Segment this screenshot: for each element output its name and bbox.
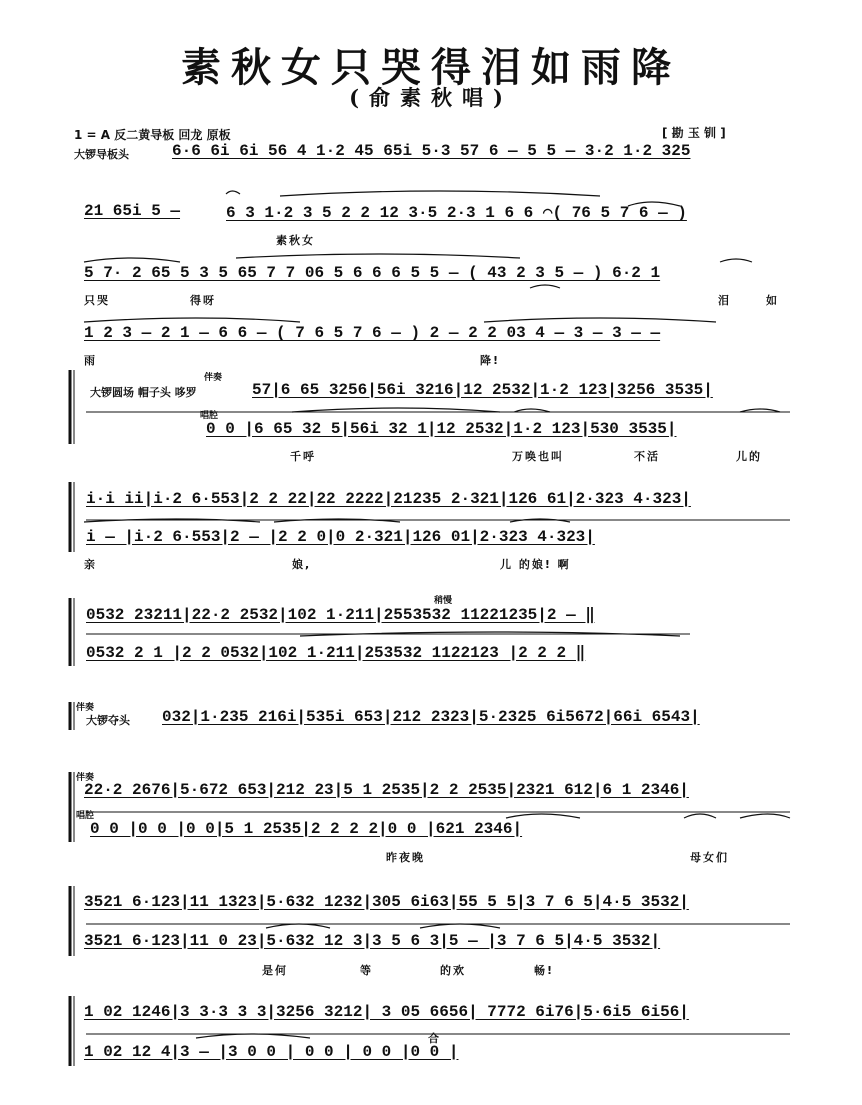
system6-lyric-4: 畅! bbox=[534, 964, 555, 977]
system5-bottom-notes: 0 0 |0 0 |0 0|5 1 2535|2 2 2 2|0 0 |621 2346| bbox=[90, 820, 523, 838]
credit-label: [ 勘 玉 钏 ] bbox=[662, 126, 726, 140]
system4-tempo: 伴奏 bbox=[76, 703, 95, 713]
system1-label: 大锣圆场 帽子头 哆罗 bbox=[90, 386, 197, 399]
line3-notes: 5 7· 2 65 5 3 5 65 7 7 06 5 6 6 6 5 5 — ( 43 2 3 5 — ) 6·2 1 bbox=[84, 264, 661, 282]
system3-top-notes: 0532 23211|22·2 2532|102 1·211|2553532 11221235|2 — ‖ bbox=[86, 606, 595, 624]
system1-lyric-3: 不活 bbox=[634, 450, 660, 463]
system2-lyric-3: 儿 的娘! 啊 bbox=[500, 558, 571, 571]
system3-tempo: 稍慢 bbox=[434, 596, 453, 606]
line3-lyric-right-a: 泪 bbox=[718, 294, 731, 307]
line4-lyric-right: 降! bbox=[480, 354, 501, 367]
key-signature: 1 = A 反二黄导板 回龙 原板 bbox=[74, 128, 231, 142]
system5-tempo-a: 伴奏 bbox=[76, 773, 95, 783]
line3-lyric-mid: 得呀 bbox=[190, 294, 216, 307]
system5-lyric-1: 昨夜晚 bbox=[386, 851, 425, 864]
system3-bottom-notes: 0532 2 1 |2 2 0532|102 1·211|253532 1122123 |2 2 2 ‖ bbox=[86, 644, 586, 662]
system7-top-notes: 1 02 1246|3 3·3 3 3|3256 3212| 3 05 6656| 7772 6i76|5·6i5 6i56| bbox=[84, 1003, 689, 1021]
system6-top-notes: 3521 6·123|11 1323|5·632 1232|305 6i63|55 5 5|3 7 6 5|4·5 3532| bbox=[84, 893, 689, 911]
system4-notes: 032|1·235 216i|535i 653|212 2323|5·2325 6i5672|66i 6543| bbox=[162, 708, 700, 726]
line2-notes-a: 21 65i 5 — bbox=[84, 202, 181, 220]
system1-top-notes: 57|6 65 3256|56i 3216|12 2532|1·2 123|3256 3535| bbox=[252, 381, 713, 399]
system1-lyric-4: 儿的 bbox=[736, 450, 762, 463]
page-title: 素秋女只哭得泪如雨降 bbox=[181, 44, 681, 91]
system6-lyric-3: 的欢 bbox=[440, 964, 466, 977]
system2-lyric-1: 亲 bbox=[84, 558, 97, 571]
system2-top-notes: i·i ii|i·2 6·553|2 2 22|22 2222|21235 2·321|126 61|2·323 4·323| bbox=[86, 490, 691, 508]
line1-notes: 6·6 6i 6i 56 4 1·2 45 65i 5·3 57 6 — 5 5 — 3·2 1·2 325 bbox=[172, 142, 691, 160]
system1-lyric-1: 千呼 bbox=[290, 450, 316, 463]
system6-lyric-1: 是何 bbox=[262, 964, 288, 977]
line4-lyric-left: 雨 bbox=[84, 354, 97, 367]
system1-tempo-b: 唱腔 bbox=[200, 411, 219, 421]
system6-lyric-2: 等 bbox=[360, 964, 373, 977]
system6-bottom-notes: 3521 6·123|11 0 23|5·632 12 3|3 5 6 3|5 — |3 7 6 5|4·5 3532| bbox=[84, 932, 661, 950]
system1-tempo-a: 伴奏 bbox=[204, 373, 223, 383]
system7-lyric: 合 bbox=[428, 1032, 441, 1045]
system5-tempo-b: 唱腔 bbox=[76, 811, 95, 821]
line3-lyric-left: 只哭 bbox=[84, 294, 110, 307]
system5-top-notes: 22·2 2676|5·672 653|212 23|5 1 2535|2 2 2535|2321 612|6 1 2346| bbox=[84, 781, 689, 799]
slurs bbox=[84, 191, 790, 1038]
system1-bottom-notes: 0 0 |6 65 32 5|56i 32 1|12 2532|1·2 123|530 3535| bbox=[206, 420, 677, 438]
system-brackets bbox=[70, 370, 790, 1066]
line4-notes: 1 2 3 — 2 1 — 6 6 — ( 7 6 5 7 6 — ) 2 — 2 2 03 4 — 3 — 3 — — bbox=[84, 324, 661, 342]
singer-subtitle: (俞素秋唱) bbox=[349, 85, 513, 110]
line2-notes-b: 6 3 1·2 3 5 2 2 12 3·5 2·3 1 6 6 ⌒( 76 5 7 6 — ) bbox=[226, 204, 687, 222]
line1-label: 大锣导板头 bbox=[74, 148, 129, 161]
line3-lyric-right-b: 如 bbox=[766, 294, 779, 307]
system5-lyric-2: 母女们 bbox=[690, 851, 729, 864]
system2-bottom-notes: i — |i·2 6·553|2 — |2 2 0|0 2·321|126 01|2·323 4·323| bbox=[86, 528, 595, 546]
system4-label: 大锣夺头 bbox=[86, 714, 130, 727]
line2-lyric: 素秋女 bbox=[276, 234, 315, 247]
system1-lyric-2: 万唤也叫 bbox=[512, 450, 564, 463]
system2-lyric-2: 娘, bbox=[292, 558, 312, 571]
system7-bottom-notes: 1 02 12 4|3 — |3 0 0 | 0 0 | 0 0 |0 0 | bbox=[84, 1043, 459, 1061]
